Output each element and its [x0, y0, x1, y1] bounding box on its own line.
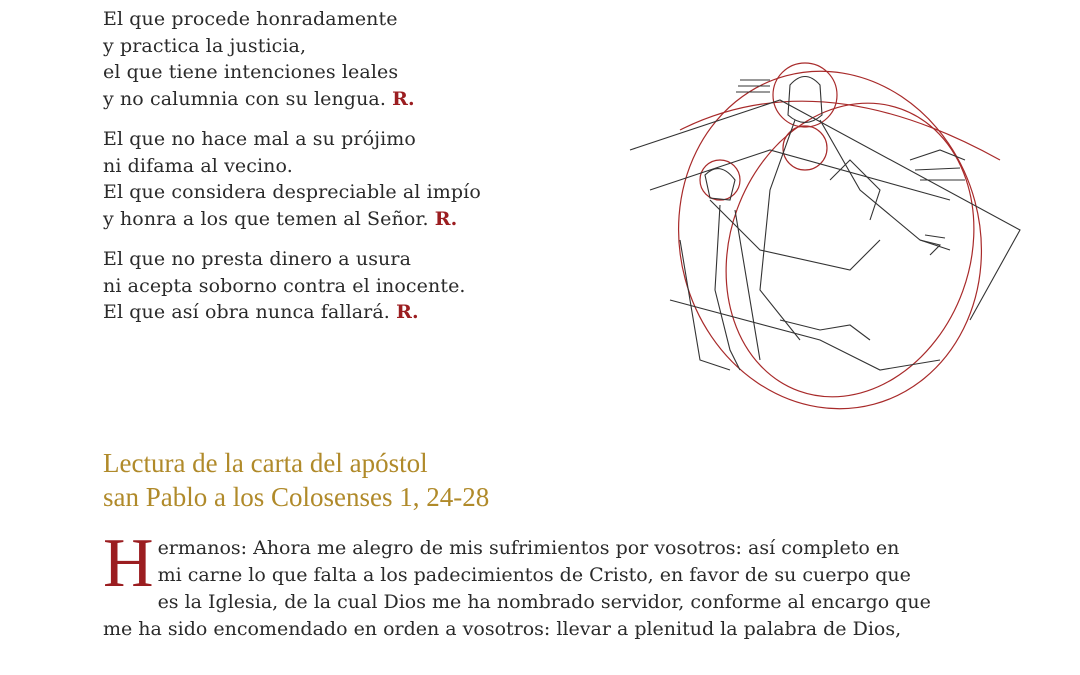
psalm-line: El que no hace mal a su prójimo: [103, 128, 416, 150]
psalm-line: y practica la justicia,: [103, 34, 307, 57]
reading-title-line: san Pablo a los Colosenses 1, 24-28: [103, 482, 490, 512]
psalm-line: [103, 86, 523, 113]
drop-cap: H: [103, 525, 154, 602]
trinity-line-illustration: [620, 40, 1040, 420]
psalm-line-text: y honra a los que temen al Señor.: [103, 207, 429, 230]
psalm-line: [103, 299, 523, 326]
response-marker: R.: [392, 87, 415, 110]
psalm-line: El que procede honradamente: [103, 8, 398, 30]
reading-line: ermanos: Ahora me alegro de mis sufrimientos por vosotros: así completo en: [157, 537, 900, 559]
psalm-line: el que tiene intenciones leales: [103, 61, 399, 83]
psalm-stanza: [103, 246, 523, 326]
response-marker: R.: [396, 301, 419, 323]
psalm-line-text: y no calumnia con su lengua.: [103, 87, 386, 110]
psalm-text: [103, 6, 523, 340]
psalm-line-text: El que así obra nunca fallará.: [103, 301, 390, 323]
psalm-stanza: [103, 126, 523, 232]
psalm-line: ni acepta soborno contra el inocente.: [103, 274, 466, 297]
psalm-line: [103, 206, 523, 233]
psalm-line: ni difama al vecino.: [103, 154, 293, 177]
response-marker: R.: [434, 207, 458, 230]
psalm-stanza: [103, 6, 523, 112]
reading-line: me ha sido encomendado en orden a vosotros: llevar a plenitud la palabra de Dios,: [103, 618, 902, 640]
reading-title-line: Lectura de la carta del apóstol: [103, 448, 428, 478]
psalm-line: El que no presta dinero a usura: [103, 248, 412, 270]
reading-body: [103, 525, 983, 643]
reading-line: es la Iglesia, de la cual Dios me ha nombrado servidor, conforme al encargo que: [157, 591, 931, 613]
reading-heading: [103, 446, 663, 514]
reading-line: mi carne lo que falta a los padecimientos de Cristo, en favor de su cuerpo que: [157, 564, 911, 586]
psalm-line: El que considera despreciable al impío: [103, 181, 481, 203]
